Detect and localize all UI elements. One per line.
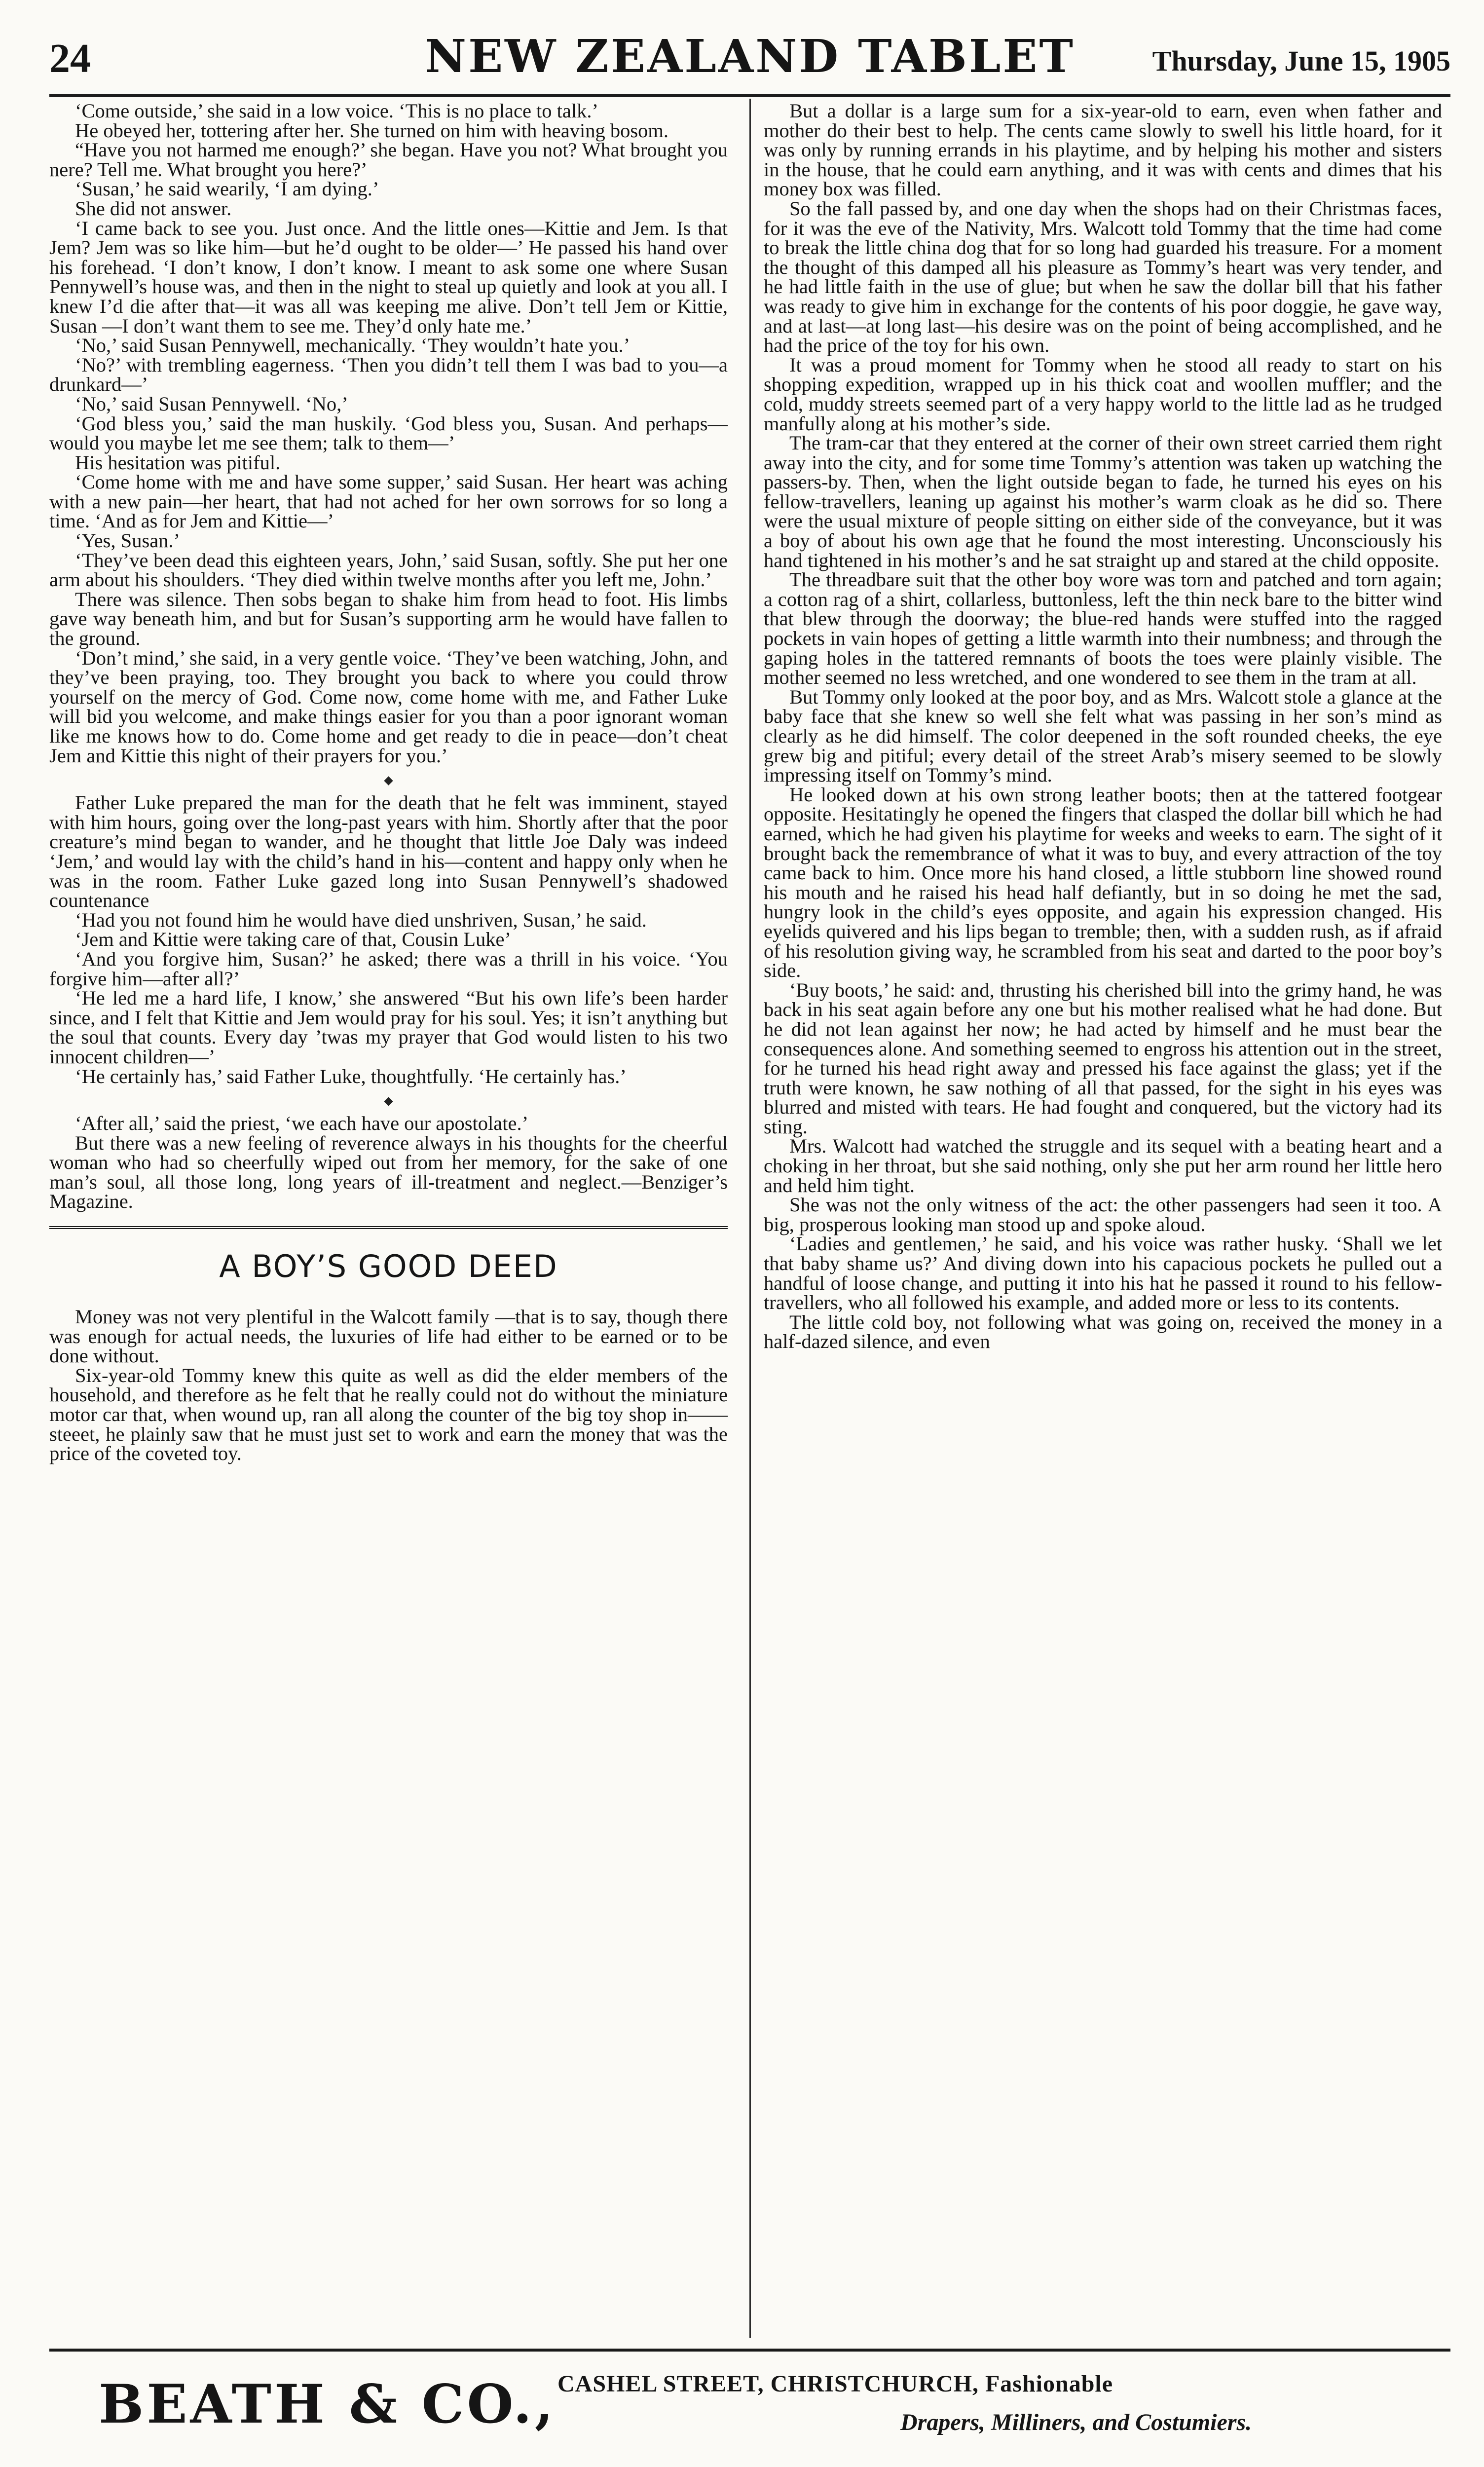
article-paragraph: But a dollar is a large sum for a six-year-old to earn, even when father and mother do their best to help. The cents came slowly to swell his little hoard, for it was only by running errands in his playtime, and by helping his mother and sisters in the house, that he could earn anything, and it was with cents and dimes that his money box was filled. (764, 100, 1442, 200)
advertiser-name: BEATH & CO., (99, 2373, 556, 2435)
story-paragraph: ‘After all,’ said the priest, ‘we each have our apostolate.’ (75, 1112, 529, 1135)
story-paragraph: He obeyed her, tottering after her. She turned on him with heaving bosom. (75, 119, 668, 142)
issue-date: Thursday, June 15, 1905 (1152, 45, 1450, 77)
story-paragraph: “Have you not harmed me enough?’ she began. Have you not? What brought you nere? Tell me. What brought you here?’ (49, 139, 728, 181)
article-paragraph: Money was not very plentiful in the Walcott family —that is to say, though there was enough for actual needs, the luxuries of life had either to be earned or to be done without. (49, 1306, 728, 1367)
masthead (49, 30, 1450, 97)
story-paragraph: ‘Susan,’ he said wearily, ‘I am dying.’ (75, 178, 379, 200)
article-heading: A BOY’S GOOD DEED (219, 1248, 558, 1285)
advertiser-trades: Drapers, Milliners, and Costumiers. (900, 2409, 1252, 2435)
story-paragraph: ‘No?’ with trembling eagerness. ‘Then you didn’t tell them I was bad to you—a drunkard—’ (49, 353, 728, 396)
story-paragraph: ‘No,’ said Susan Pennywell. ‘No,’ (75, 392, 348, 415)
story-paragraph: ‘He led me a hard life, I know,’ she answered “But his own life’s been harder since, and I felt that Kittie and Jem would pray for his soul. Yes; it isn’t anything but the soul that counts. Every day ’twas my prayer that God would listen to his two innocent children—’ (49, 987, 728, 1068)
story-paragraph: ‘I came back to see you. Just once. And the little ones—Kittie and Jem. Is that Jem? Jem was so like him—but he’d ought to be older—’ He passed his hand over his forehead. ‘I don’t know, I don’t know. I meant to ask some one where Susan Pennywell’s house was, and then in the night to steal up quietly and look at you all. I knew I’d die after that—it was all was keeping me alive. Don’t tell Jem or Kittie, Susan —I don’t want them to see me. They’d only hate me.’ (49, 217, 728, 337)
page-number: 24 (49, 36, 91, 81)
article-paragraph: The little cold boy, not following what was going on, received the money in a half-dazed silence, and even (764, 1310, 1442, 1353)
story-paragraph: ‘Come outside,’ she said in a low voice. ‘This is no place to talk.’ (75, 100, 599, 122)
story-paragraph: ‘And you forgive him, Susan?’ he asked; there was a thrill in his voice. ‘You forgive him—after all?’ (49, 947, 728, 990)
newspaper-title: NEW ZEALAND TABLET (424, 30, 1076, 83)
story-paragraph: ‘Don’t mind,’ she said, in a very gentle voice. ‘They’ve been watching, John, and they’ve been praying, too. They brought you back to where you could throw yourself on the mercy of God. Come now, come home with me, and Father Luke will bid you welcome, and make things easier for you than a poor ignorant woman like me knows how to do. Come home and get ready to die in peace—don’t cheat Jem and Kittie this night of their prayers for you.’ (49, 646, 728, 767)
story-paragraph: ‘Come home with me and have some supper,’ said Susan. Her heart was aching with a new pain—her heart, that had not ached for her own sorrows for so long a time. ‘And as for Jem and Kittie—’ (49, 471, 728, 532)
story-paragraph: She did not answer. (75, 197, 232, 220)
story-paragraph: Father Luke prepared the man for the death that he felt was imminent, stayed with him hours, going over the long-past years with him. Shortly after that the poor creature’s mind began to wander, and he thought that little Joe Daly was indeed ‘Jem,’ and would lay with the child’s hand in his—content and happy only when he was in the room. Father Luke gazed long into Susan Pennywell’s shadowed countenance (49, 791, 728, 912)
advertiser-address: CASHEL STREET, CHRISTCHURCH, Fashionable (557, 2371, 1113, 2397)
footer-rule (49, 2349, 1450, 2352)
article-paragraph: But Tommy only looked at the poor boy, and as Mrs. Walcott stole a glance at the baby face that she knew so well she felt what was passing in her son’s mind as clearly as he did himself. The color deepened in the soft rounded cheeks, the eye grew big and pitiful; every detail of the street Arab’s misery seemed to be slowly impressing itself on Tommy’s mind. (764, 685, 1442, 786)
story-paragraph: ‘Jem and Kittie were taking care of that, Cousin Luke’ (75, 928, 511, 951)
diamond-ornament-icon (384, 1097, 393, 1106)
article-paragraph: Six-year-old Tommy knew this quite as well as did the elder members of the household, and therefore as he felt that he really could not do without the miniature motor car that, when wound up, ran all along the counter of the big toy shop in—— steeet, he plainly saw that he must just set to work and earn the money that was the price of the coveted toy. (49, 1364, 728, 1465)
story-paragraph: His hesitation was pitiful. (75, 451, 281, 474)
left-column (49, 101, 728, 1463)
story-paragraph: ‘God bless you,’ said the man huskily. ‘God bless you, Susan. And perhaps—would you maybe let me see them; talk to them—’ (49, 412, 728, 454)
article-paragraph: He looked down at his own strong leather boots; then at the tattered footgear opposite. Hesitatingly he opened the fingers that clasped the dollar bill which he had earned, which he had given his playtime for weeks and weeks to earn. The sight of it brought back the remembrance of what it was to buy, and every attraction of the toy came back to him. Once more his hand closed, a little stubborn line showed round his mouth and he raised his head half defiantly, but in so doing he met the sad, hungry look in the child’s eyes opposite, and again his expression changed. His eyelids quivered and his lips began to tremble; then, with a sudden rush, as if afraid of his resolution giving way, he scrambled from his seat and darted to the poor boy’s side. (764, 783, 1442, 982)
story-paragraph: ‘He certainly has,’ said Father Luke, thoughtfully. ‘He certainly has.’ (75, 1065, 627, 1087)
section-rule (49, 1226, 728, 1229)
article-paragraph: Mrs. Walcott had watched the struggle and its sequel with a beating heart and a choking in her throat, but she said nothing, only she put her arm round her little hero and held him tight. (764, 1135, 1442, 1196)
article-paragraph: She was not the only witness of the act: the other passengers had seen it too. A big, prosperous looking man stood up and spoke aloud. (764, 1194, 1442, 1235)
article-paragraph: So the fall passed by, and one day when the shops had on their Christmas faces, for it was the eve of the Nativity, Mrs. Walcott told Tommy that the time had come to break the little china dog that for so long had guarded his treasure. For a moment the thought of this damped all his pleasure as Tommy’s heart was very tender, and he had little faith in the use of glue; but when he saw the dollar bill that his father was ready to give him in exchange for the contents of his poor doggie, he gave way, and at last—at long last—his desire was on the point of being accomplished, and he had the price of the toy for his own. (764, 197, 1442, 357)
story-paragraph: ‘They’ve been dead this eighteen years, John,’ said Susan, softly. She put her one arm about his shoulders. ‘They died within twelve months after you left me, John.’ (49, 549, 728, 591)
story-paragraph: ‘Yes, Susan.’ (75, 529, 181, 552)
article-paragraph: The threadbare suit that the other boy wore was torn and patched and torn again; a cotton rag of a shirt, collarless, buttonless, left the thin neck bare to the bitter wind that blew through the doorway; the blue-red hands were stuffed into the ragged pockets in vain hopes of getting a little warmth into their numbness; and through the gaping holes in the tattered remnants of boots the toes were plainly visible. The mother seemed no less wretched, and one wondered to see them in the tram at all. (764, 568, 1442, 689)
story-paragraph: ‘Had you not found him he would have died unshriven, Susan,’ he said. (75, 908, 647, 931)
advertisement (99, 2363, 1431, 2462)
story-paragraph: ‘No,’ said Susan Pennywell, mechanically. ‘They wouldn’t hate you.’ (75, 334, 631, 357)
story-paragraph: But there was a new feeling of reverence always in his thoughts for the cheerful woman who had so cheerfully wiped out from her memory, for the sake of one man’s soul, all those long, long years of ill-treatment and neglect.—Benziger’s Magazine. (49, 1131, 728, 1213)
section-ornament (49, 765, 728, 793)
article-paragraph: The tram-car that they entered at the corner of their own street carried them right away into the city, and for some time Tommy’s attention was taken up watching the passers-by. Then, when the light outside began to fade, he turned his eyes on his fellow-travellers, leaning up against his mother’s warm cloak as he did so. There were the usual mixture of people sitting on either side of the conveyance, but it was a boy of about his own age that he found the most interesting. Unconsciously his hand tightened in his mother’s and he sat straight up and stared at the child opposite. (764, 432, 1442, 571)
section-ornament (49, 1086, 728, 1114)
article-paragraph: ‘Ladies and gentlemen,’ he said, and his voice was rather husky. ‘Shall we let that baby shame us?’ And diving down into his capacious pockets he pulled out a handful of loose change, and putting it into his hat he passed it round to his fellow-travellers, who all followed his example, and added more or less to its contents. (764, 1233, 1442, 1314)
right-column (764, 101, 1442, 1351)
column-divider (749, 99, 751, 2338)
story-paragraph: There was silence. Then sobs began to shake him from head to foot. His limbs gave way beneath him, and but for Susan’s supporting arm he would have fallen to the ground. (49, 588, 728, 650)
diamond-ornament-icon (384, 776, 393, 785)
article-paragraph: ‘Buy boots,’ he said: and, thrusting his cherished bill into the grimy hand, he was back in his seat again before any one but his mother realised what he had done. But he did not lean against her now; he had acted by himself and he must bear the consequences alone. And something seemed to engross his attention out in the street, for he turned his head right away and pressed his face against the glass; yet if the truth were known, he saw nothing of all that passed, for the sight in his eyes was blurred and misted with tears. He had fought and conquered, but the victory had its sting. (764, 978, 1442, 1138)
article-paragraph: It was a proud moment for Tommy when he stood all ready to start on his shopping expedition, wrapped up in his thick coat and woollen muffler; and the cold, muddy streets seemed part of a very happy world to the little lad as he trudged manfully along at his mother’s side. (764, 353, 1442, 435)
